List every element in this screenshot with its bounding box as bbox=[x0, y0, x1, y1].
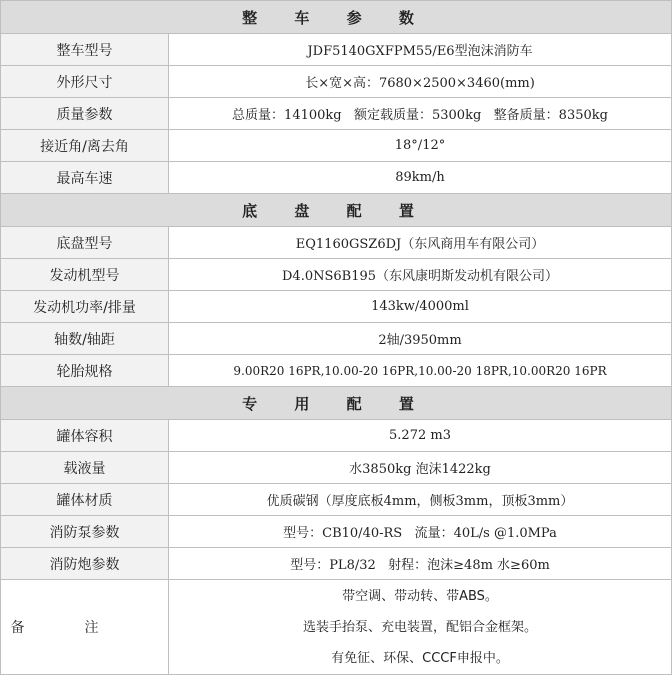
table-row bbox=[1, 227, 672, 259]
param-label: 底盘型号 bbox=[1, 227, 169, 259]
table-row bbox=[1, 291, 672, 323]
table-row bbox=[1, 452, 672, 484]
table-row bbox=[1, 548, 672, 580]
param-label: 消防炮参数 bbox=[1, 548, 169, 580]
param-label: 整车型号 bbox=[1, 34, 169, 66]
remark-line: 带空调、带动转、带ABS。 bbox=[342, 588, 498, 604]
table-row bbox=[1, 66, 672, 98]
param-label: 最高车速 bbox=[1, 162, 169, 194]
param-value: 89km/h bbox=[169, 162, 672, 194]
remarks-row bbox=[1, 580, 672, 675]
param-value: D4.0NS6B195（东风康明斯发动机有限公司） bbox=[169, 259, 672, 291]
table-row bbox=[1, 516, 672, 548]
param-value: 型号：PL8/32 射程：泡沫≥48m 水≥60m bbox=[169, 548, 672, 580]
param-value: 5.272 m3 bbox=[169, 420, 672, 452]
table-row bbox=[1, 98, 672, 130]
param-value: 9.00R20 16PR,10.00-20 16PR,10.00-20 18PR,10.00R20 16PR bbox=[169, 355, 672, 387]
table-row bbox=[1, 323, 672, 355]
remarks-value bbox=[169, 580, 672, 675]
section-title-vehicle: 整 车 参 数 bbox=[1, 1, 672, 34]
section-row-special bbox=[1, 387, 672, 420]
table-row bbox=[1, 259, 672, 291]
table-row bbox=[1, 420, 672, 452]
remarks-label bbox=[1, 580, 169, 675]
param-value: 总质量：14100kg 额定载质量：5300kg 整备质量：8350kg bbox=[169, 98, 672, 130]
section-row-chassis bbox=[1, 194, 672, 227]
param-value: 优质碳钢（厚度底板4mm，侧板3mm，顶板3mm） bbox=[169, 484, 672, 516]
param-label: 发动机型号 bbox=[1, 259, 169, 291]
param-label: 发动机功率/排量 bbox=[1, 291, 169, 323]
param-value: JDF5140GXFPM55/E6型泡沫消防车 bbox=[169, 34, 672, 66]
section-row-vehicle bbox=[1, 1, 672, 34]
param-value: 2轴/3950mm bbox=[169, 323, 672, 355]
section-title-special: 专 用 配 置 bbox=[1, 387, 672, 420]
table-row bbox=[1, 34, 672, 66]
param-label: 质量参数 bbox=[1, 98, 169, 130]
param-label: 罐体容积 bbox=[1, 420, 169, 452]
param-label: 接近角/离去角 bbox=[1, 130, 169, 162]
table-row bbox=[1, 355, 672, 387]
param-value: EQ1160GSZ6DJ（东风商用车有限公司） bbox=[169, 227, 672, 259]
remark-line: 选装手抬泵、充电装置，配铝合金框架。 bbox=[303, 619, 538, 635]
param-value: 143kw/4000ml bbox=[169, 291, 672, 323]
param-label: 罐体材质 bbox=[1, 484, 169, 516]
remark-line: 有免征、环保、CCCF申报中。 bbox=[331, 650, 509, 666]
table-row bbox=[1, 130, 672, 162]
table-row bbox=[1, 484, 672, 516]
param-value: 18°/12° bbox=[169, 130, 672, 162]
param-label: 载液量 bbox=[1, 452, 169, 484]
param-value: 水3850kg 泡沫1422kg bbox=[169, 452, 672, 484]
param-value: 长×宽×高：7680×2500×3460(mm) bbox=[169, 66, 672, 98]
param-label: 外形尺寸 bbox=[1, 66, 169, 98]
param-label: 轴数/轴距 bbox=[1, 323, 169, 355]
table-row bbox=[1, 162, 672, 194]
remarks-label-text: 备注 bbox=[10, 620, 159, 636]
param-value: 型号：CB10/40-RS 流量：40L/s @1.0MPa bbox=[169, 516, 672, 548]
section-title-chassis: 底 盘 配 置 bbox=[1, 194, 672, 227]
param-label: 消防泵参数 bbox=[1, 516, 169, 548]
param-label: 轮胎规格 bbox=[1, 355, 169, 387]
